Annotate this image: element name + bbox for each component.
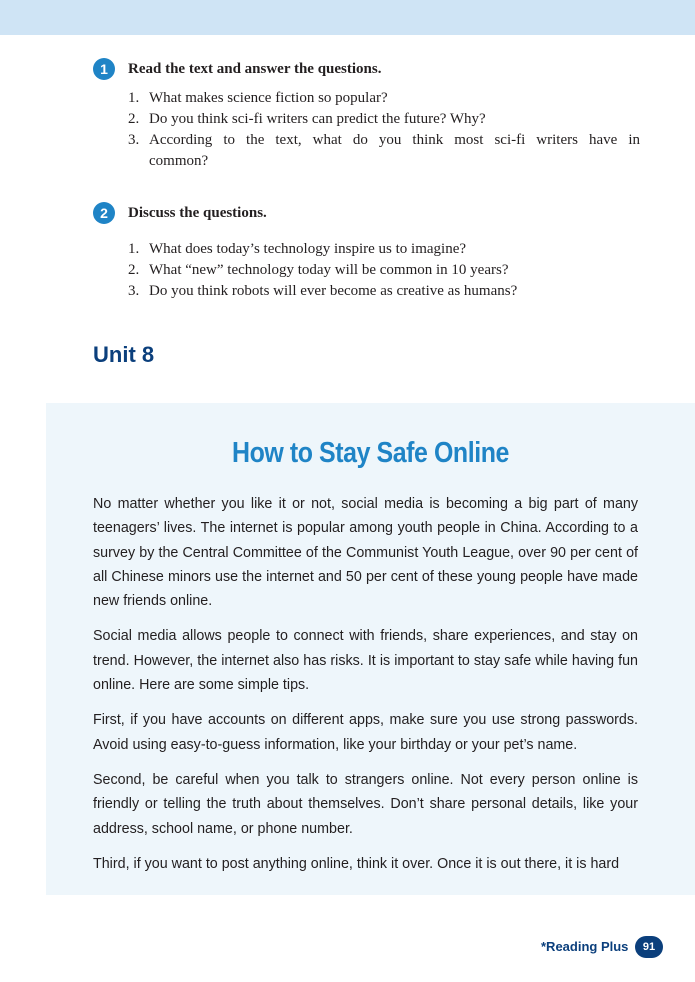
question-item: 2. Do you think sci-fi writers can predict the future? Why? [128,111,486,127]
page-number-badge: 91 [635,936,663,958]
article-paragraph: Second, be careful when you talk to strangers online. Not every person online is friendly or telling the truth about themselves. Don’t share personal details, like your address, school name, or phone number. [93,771,638,837]
unit-title: Unit 8 [93,342,155,367]
exercise-2-questions [128,239,640,302]
question-item: 3. Do you think robots will ever become as creative as humans? [128,283,518,299]
article-body [93,492,638,887]
question-item: 3. According to the text, what do you think most sci-fi writers have in common? [128,132,640,169]
question-item: 1. What makes science fiction so popular? [128,90,388,106]
article-paragraph: Third, if you want to post anything online, think it over. Once it is out there, it is hard [93,855,620,872]
question-item: 2. What “new” technology today will be common in 10 years? [128,262,509,278]
exercise-1-questions [128,88,640,172]
exercise-number-badge: 1 [93,58,115,80]
exercise-number-badge: 2 [93,202,115,224]
exercise-2-title: Discuss the questions. [128,205,267,221]
footer-section-label: *Reading Plus [541,939,629,954]
article-paragraph: First, if you have accounts on different apps, make sure you use strong passwords. Avoid using easy-to-guess information, like your birthday or your pet’s name. [93,712,638,753]
article-paragraph: No matter whether you like it or not, social media is becoming a big part of many teenagers’ lives. The internet is popular among youth people in China. According to a survey by the Central Committee of the Communist Youth League, over 90 per cent of all Chinese minors use the internet and 50 per cent of these young people have made new friends online. [93,496,638,610]
question-item: 1. What does today’s technology inspire us to imagine? [128,241,467,257]
exercise-1-title: Read the text and answer the questions. [128,61,382,77]
article-title: How to Stay Safe Online [232,437,509,469]
top-band [0,0,695,35]
reading-passage [46,403,695,895]
article-paragraph: Social media allows people to connect with friends, share experiences, and stay on trend. However, the internet also has risks. It is important to stay safe while having fun online. Here are some simple tips. [93,628,638,694]
